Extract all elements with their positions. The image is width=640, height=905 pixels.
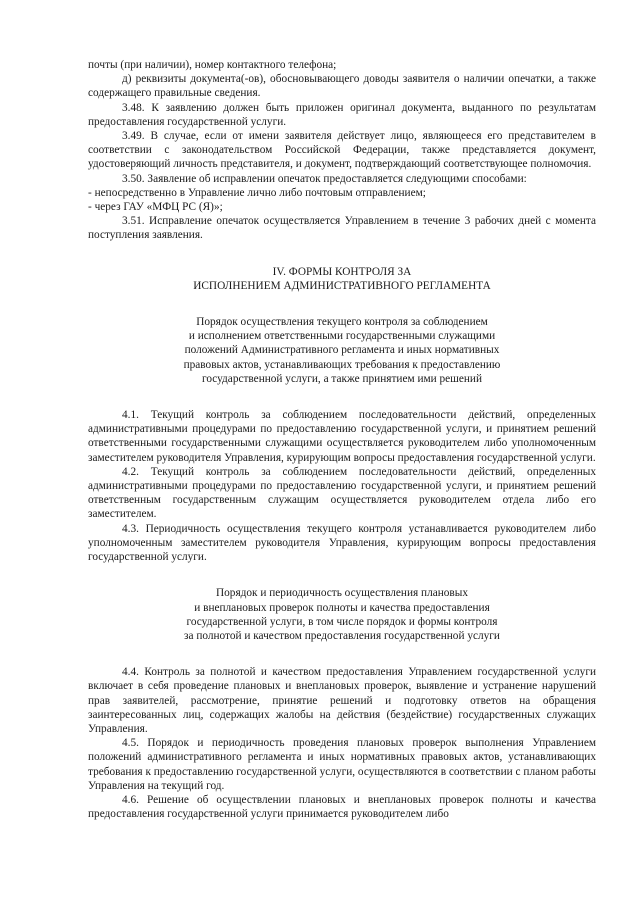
paragraph-3-49: 3.49. В случае, если от имени заявителя действует лицо, являющееся его представителем в соответствии с законодательством Российской Федерации, также представляется документ, удостоверяющий личность представителя, и документ, подтверждающий соответствующее полномочия. (88, 130, 596, 171)
spacer (88, 386, 596, 408)
list-item-mfc: - через ГАУ «МФЦ РС (Я)»; (88, 201, 223, 214)
subheading-2-line: государственной услуги, в том числе порядок и формы контроля (186, 615, 498, 628)
paragraph-4-5: 4.5. Порядок и периодичность проведения плановых проверок выполнения Управлением положений административного регламента и иных нормативных правовых актов, устанавливающих требования к предоставлению государственной услуги, осуществляются в соответствии с планом работы Управления на текущий год. (88, 737, 596, 792)
spacer (88, 293, 596, 315)
section-title-line1: IV. ФОРМЫ КОНТРОЛЯ ЗА (272, 265, 412, 278)
spacer (88, 643, 596, 665)
paragraph-3-48: 3.48. К заявлению должен быть приложен оригинал документа, выданного по результатам предоставления государственной услуги. (88, 101, 596, 128)
paragraph-3-51: 3.51. Исправление опечаток осуществляется Управлением в течение 3 рабочих дней с момента поступления заявления. (88, 215, 596, 242)
section-title-line2: ИСПОЛНЕНИЕМ АДМИНИСТРАТИВНОГО РЕГЛАМЕНТА (193, 279, 491, 292)
paragraph-4-6: 4.6. Решение об осуществлении плановых и внеплановых проверок полноты и качества предоставления государственной услуги принимается руководителем либо (88, 793, 596, 821)
subheading-1-line: положений Административного регламента и иных нормативных (184, 344, 500, 357)
subheading-1-line: государственной услуги, а также принятием ими решений (201, 372, 483, 385)
spacer (88, 564, 596, 586)
document-page (88, 58, 596, 821)
paragraph-3-50: 3.50. Заявление об исправлении опечаток предоставляется следующими способами: (122, 172, 527, 185)
subheading-2-line: за полнотой и качеством предоставления государственной услуги (184, 629, 500, 642)
paragraph-4-1: 4.1. Текущий контроль за соблюдением последовательности действий, определенных административными процедурами по предоставлению государственной услуги, и принятием решений ответственными государственными служащими осуществляется руководителем либо уполномоченным заместителем руководителя Управления, курирующим вопросы предоставления государственной услуги. (88, 409, 596, 464)
paragraph-contact: почты (при наличии), номер контактного телефона; (88, 59, 337, 71)
paragraph-4-2: 4.2. Текущий контроль за соблюдением последовательности действий, определенных административными процедурами по предоставлению государственной услуги, и принятием решений ответственным государственным служащим осуществляется руководителем отдела либо его заместителем. (88, 465, 596, 521)
subheading-1-line: и исполнением ответственными государственными служащими (188, 330, 496, 343)
spacer (88, 243, 596, 265)
paragraph-4-4: 4.4. Контроль за полнотой и качеством предоставления Управлением государственной услуги включает в себя проведение плановых и внеплановых проверок, выявление и устранение нарушений прав заявителей, рассмотрение, принятие решений и подготовку ответов на обращения заинтересованных лиц, содержащих жалобы на действия (бездействие) государственных служащих Управления. (88, 666, 596, 735)
subheading-1-line: Порядок осуществления текущего контроля за соблюдением (196, 316, 488, 329)
subheading-1-line: правовых актов, устанавливающих требования к предоставлению (183, 358, 501, 371)
paragraph-item-d: д) реквизиты документа(-ов), обосновывающего доводы заявителя о наличии опечатки, а также содержащего правильные сведения. (88, 73, 596, 100)
paragraph-4-3: 4.3. Периодичность осуществления текущего контроля устанавливается руководителем либо уполномоченным заместителем руководителя Управления, курирующим вопросы предоставления государственной услуги. (88, 522, 596, 564)
subheading-2-line: Порядок и периодичность осуществления плановых (216, 587, 468, 600)
list-item-direct: - непосредственно в Управление лично либо почтовым отправлением; (88, 186, 426, 199)
subheading-2-line: и внеплановых проверок полноты и качества предоставления (194, 601, 490, 614)
